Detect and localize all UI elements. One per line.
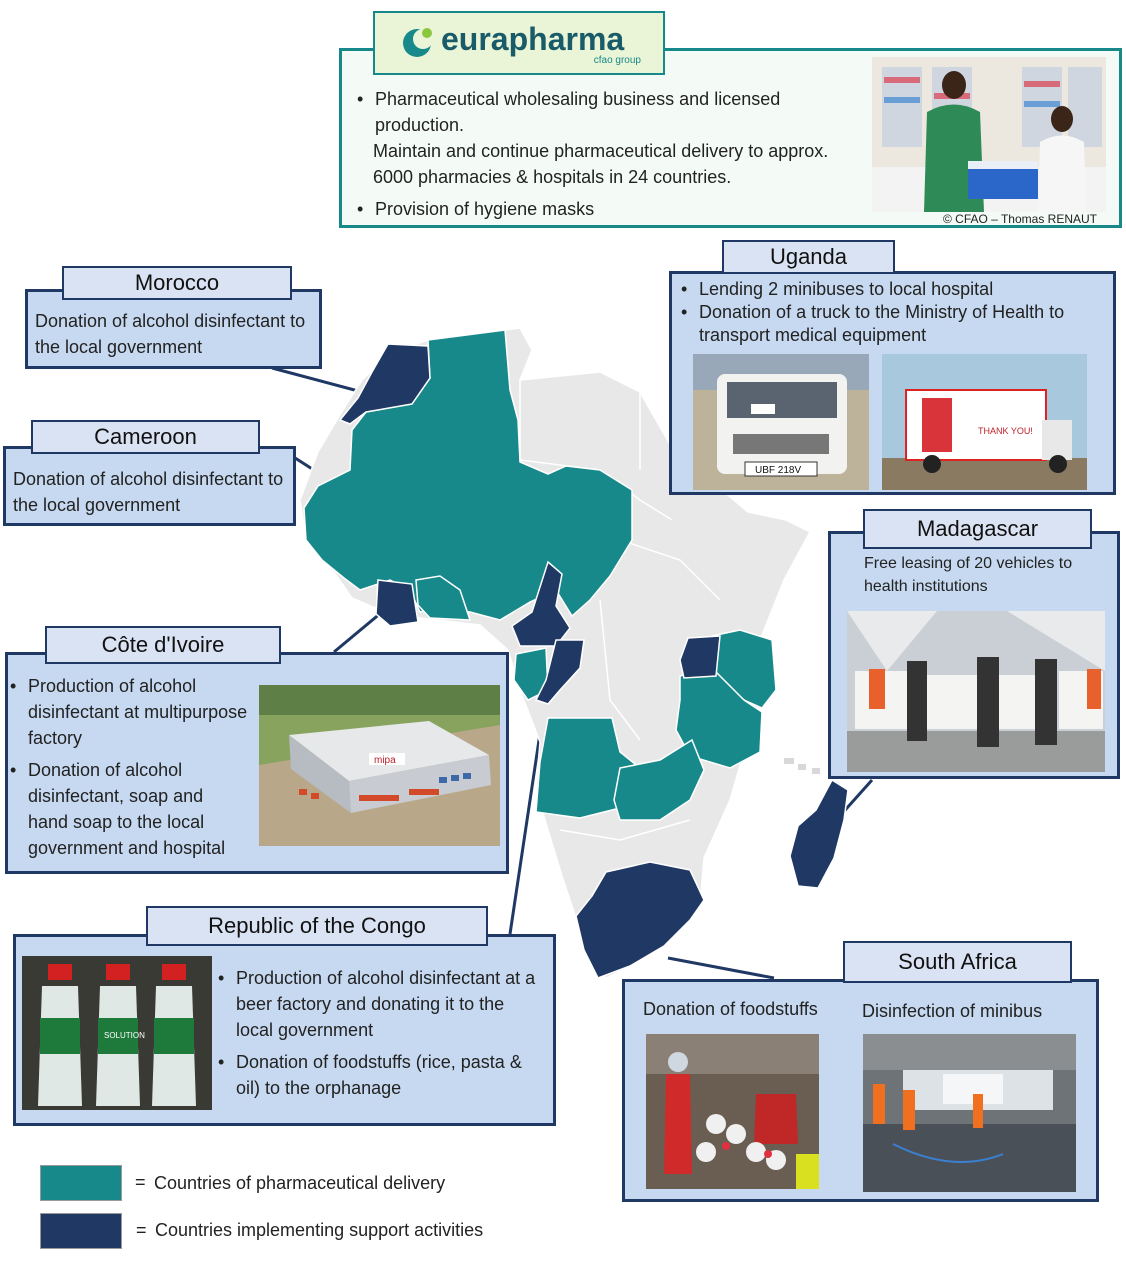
morocco-title: Morocco (62, 266, 292, 300)
legend-swatch-support (40, 1213, 122, 1249)
eurapharma-text (353, 86, 853, 222)
legend-symbol-delivery: = (135, 1172, 146, 1192)
connector-south-africa (668, 958, 774, 978)
legend-swatch-delivery (40, 1165, 122, 1201)
eurapharma-bullet-2: • Provision of hygiene masks (375, 196, 853, 222)
eurapharma-bullet-1: • Pharmaceutical wholesaling business and licensed production. (375, 86, 853, 138)
minibus-photo (693, 354, 869, 490)
south-africa-caption-right: Disinfection of minibus (862, 1001, 1043, 1021)
legend-label-support: Countries implementing support activities (155, 1220, 484, 1240)
madagascar-text: Free leasing of 20 vehicles to health institutions (864, 555, 1073, 595)
cameroon-title: Cameroon (31, 420, 260, 454)
foodstuffs-photo (646, 1034, 819, 1189)
uganda-title: Uganda (722, 240, 895, 274)
pharmacy-photo (872, 57, 1106, 212)
congo-title: Republic of the Congo (146, 906, 488, 946)
cote-divoire-title: Côte d'Ivoire (45, 626, 281, 664)
minibus-plate: UBF 218V (755, 465, 802, 476)
bottle-label: SOLUTION (104, 1031, 145, 1040)
congo-bullet-1: • Production of alcohol disinfectant at a beer factory and donating it to the local government (236, 965, 546, 1043)
connector-cote-divoire (334, 612, 382, 652)
cameroon-text: Donation of alcohol disinfectant to the local government (13, 469, 284, 515)
truck-text: THANK YOU! (978, 426, 1033, 436)
eurapharma-logo-sub: cfao group (593, 55, 641, 66)
south-africa-title: South Africa (843, 941, 1072, 983)
south-africa-caption-left: Donation of foodstuffs (643, 999, 818, 1019)
cote-divoire-bullet-1: • Production of alcohol disinfectant at multipurpose factory (28, 673, 248, 751)
congo-text (216, 965, 546, 1101)
connector-morocco (272, 368, 362, 392)
eurapharma-logo-icon (397, 25, 441, 61)
legend-label-delivery: Countries of pharmaceutical delivery (154, 1173, 446, 1193)
eurapharma-logo (373, 11, 665, 75)
bottles-photo (22, 956, 212, 1110)
map-uganda (680, 636, 720, 678)
eurapharma-logo-text: eurapharma (441, 21, 625, 57)
truck-photo (882, 354, 1087, 490)
factory-photo (259, 685, 500, 846)
madagascar-title: Madagascar (863, 509, 1092, 549)
morocco-text: Donation of alcohol disinfectant to the local government (35, 311, 306, 357)
uganda-bullet-1: • Lending 2 minibuses to local hospital (699, 278, 1114, 301)
factory-sign: mipa (374, 755, 396, 766)
map-madagascar (790, 780, 848, 888)
uganda-text (679, 278, 1114, 347)
congo-bullet-2: • Donation of foodstuffs (rice, pasta & oil) to the orphanage (236, 1049, 546, 1101)
cote-divoire-text (8, 673, 248, 861)
eurapharma-continuation: Maintain and continue pharmaceutical delivery to approx. 6000 pharmacies & hospitals in 24 countries. (373, 141, 829, 187)
uganda-bullet-2: • Donation of a truck to the Ministry of Health to transport medical equipment (699, 301, 1114, 347)
photo-credit: © CFAO – Thomas RENAUT (943, 212, 1097, 226)
legend-symbol-support: = (136, 1220, 147, 1240)
cote-divoire-bullet-2: • Donation of alcohol disinfectant, soap and hand soap to the local government and hospital (28, 757, 248, 861)
vehicles-photo (847, 611, 1105, 772)
minibus-disinfection-photo (863, 1034, 1076, 1192)
map-cote-divoire (376, 580, 418, 626)
